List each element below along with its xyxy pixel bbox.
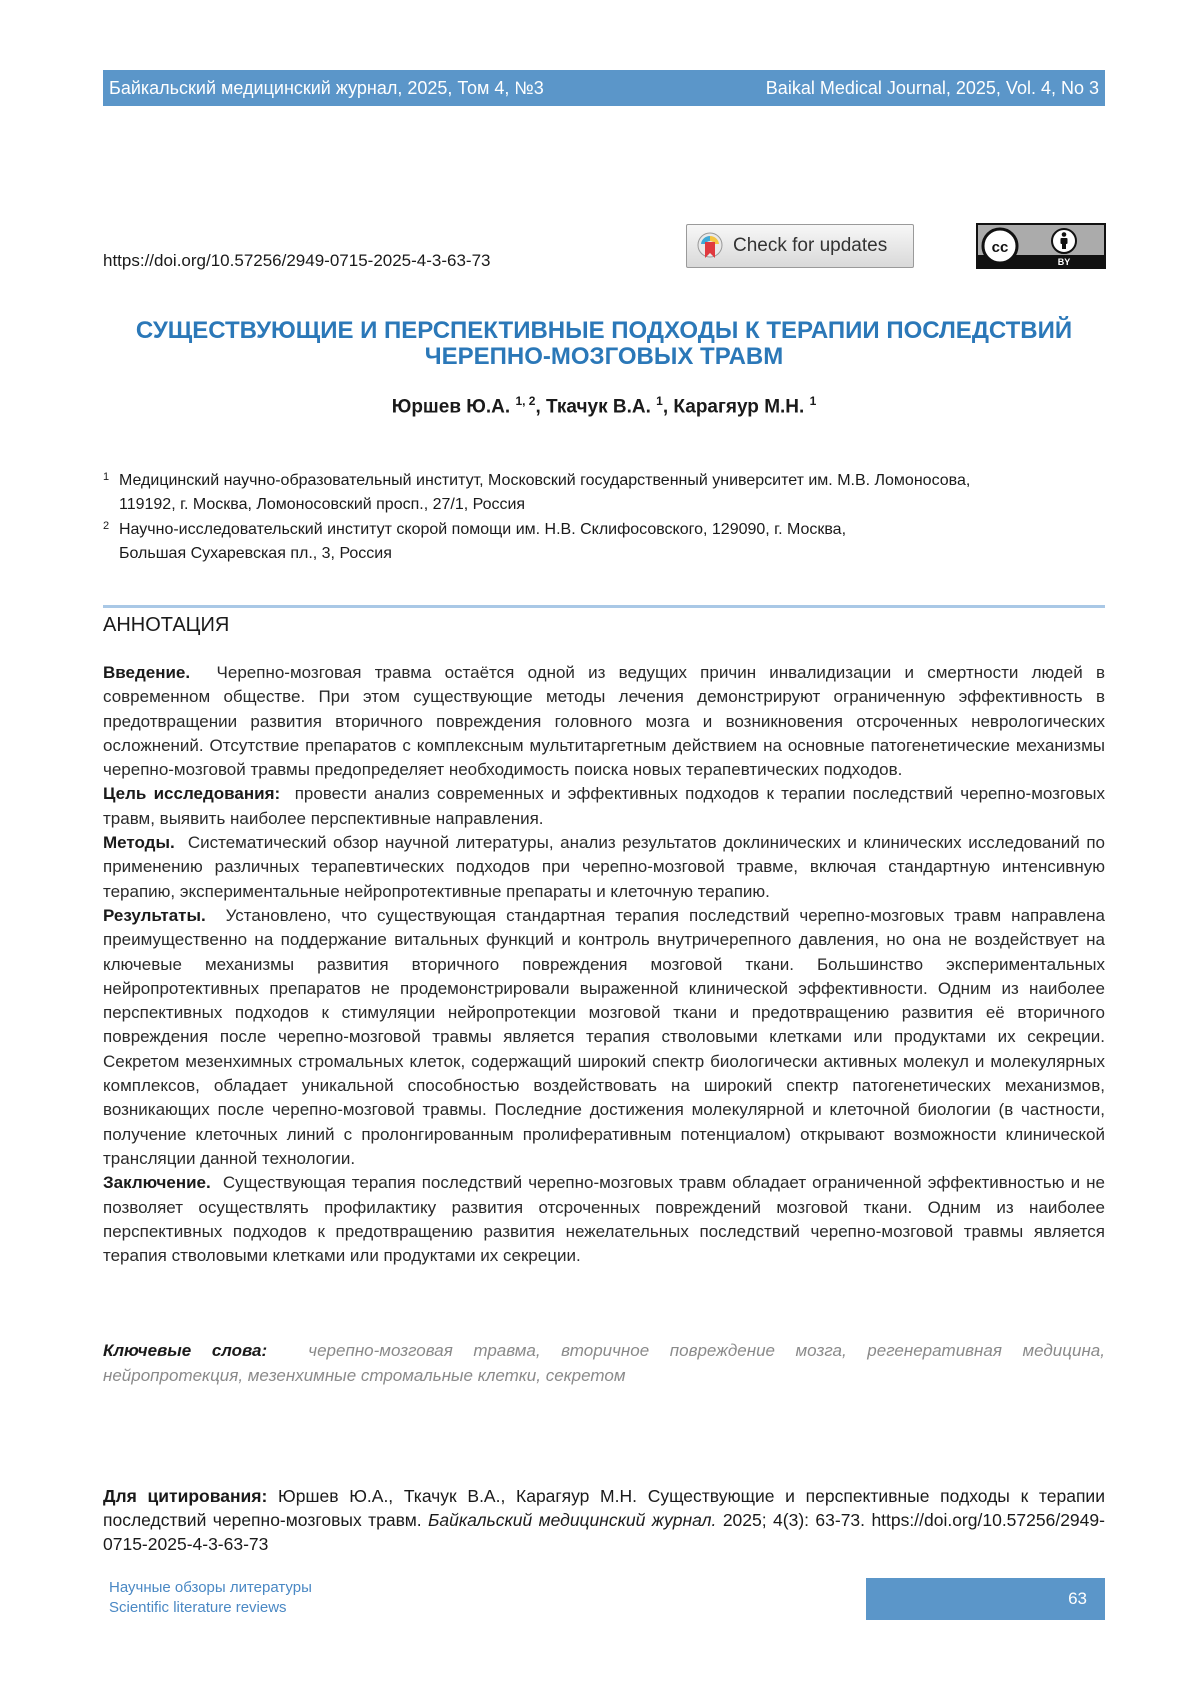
page-number: 63 [1068, 1589, 1087, 1608]
annotation-heading: АННОТАЦИЯ [103, 614, 230, 636]
citation-doi-link[interactable]: https://doi.org/10.57256/2949-0715-2025-4-3-63-73 [103, 1510, 1105, 1554]
abstract-aim-text: провести анализ современных и эффективных подходов к терапии последствий черепно-мозговых травм, выявить наиболее перспективные направления. [103, 784, 1105, 828]
abstract-body [103, 661, 1105, 1268]
abstract-results [103, 904, 1105, 1171]
footer-section-en: Scientific literature reviews [109, 1599, 287, 1616]
article-title [103, 318, 1105, 370]
author-list [103, 394, 1105, 418]
author-affiliation-ref: 1, 2 [515, 394, 536, 408]
abstract-introduction [103, 661, 1105, 782]
author-name: Ткачук В.А. [546, 396, 651, 418]
affiliation-line: Медицинский научно-образовательный институт, Московский государственный университет им. М.В. Ломоносова, [119, 472, 971, 489]
footer-section-label [109, 1578, 312, 1618]
author-name: Карагяур М.Н. [673, 396, 805, 418]
journal-header-en: Baikal Medical Journal, 2025, Vol. 4, No 3 [765, 77, 1099, 98]
author-separator: , [535, 396, 547, 418]
affiliation-line: 119192, г. Москва, Ломоносовский просп., 27/1, Россия [119, 496, 526, 513]
abstract-results-label: Результаты. [103, 905, 206, 925]
abstract-results-text: Установлено, что существующая стандартная терапия последствий черепно-мозговых травм направлена преимущественно на поддержание витальных функций и контроль внутричерепного давления, но она не воздействует на ключевые механизмы развития вторичного повреждения мозговой ткани. Большинство экспериментальных нейропротективных препаратов не продемонстрировали выраженной клинической эффективности. Одним из наиболее перспективных подходов к стимуляции нейропротекции мозговой ткани и предотвращению развития её вторичного повреждения после черепно-мозговой травмы является терапия стволовыми клетками или продуктами их секреции. Секретом мезенхимных стромальных клеток, содержащий широкий спектр биологически активных молекул и молекулярных комплексов, обладает уникальной способностью воздействовать на широкий спектр патогенетических механизмов, возникающих после черепно-мозговой травмы. Последние достижения молекулярной и клеточной биологии (в частности, получение клеточных линий с пролонгированным пролиферативным потенциалом) открывают возможности клинической трансляции данной технологии. [103, 905, 1105, 1168]
journal-header-band [103, 70, 1105, 106]
affiliation-line: Научно-исследовательский институт скорой помощи им. Н.В. Склифосовского, 129090, г. Москва, [119, 521, 847, 538]
abstract-methods-label: Методы. [103, 833, 175, 853]
abstract-methods [103, 831, 1105, 904]
author-name: Юршев Ю.А. [391, 396, 511, 418]
crossmark-icon [697, 232, 723, 260]
article-title-line-1: СУЩЕСТВУЮЩИЕ И ПЕРСПЕКТИВНЫЕ ПОДХОДЫ К ТЕРАПИИ ПОСЛЕДСТВИЙ [135, 317, 1073, 344]
by-label: BY [1057, 257, 1071, 267]
citation-block [103, 1484, 1105, 1556]
citation-reference: Юршев Ю.А., Ткачук В.А., Карагяур М.Н. Существующие и перспективные подходы к терапии последствий черепно-мозговых травм. [103, 1486, 1105, 1530]
cc-by-license-badge[interactable] [976, 223, 1106, 269]
abstract-intro-label: Введение. [103, 663, 191, 682]
check-for-updates-button[interactable] [686, 224, 914, 268]
affiliation-number: 1 [103, 471, 110, 483]
doi-link[interactable]: https://doi.org/10.57256/2949-0715-2025-4-3-63-73 [103, 251, 491, 270]
abstract-aim-label: Цель исследования: [103, 784, 281, 804]
abstract-methods-text: Систематический обзор научной литературы, анализ результатов доклинических и клинических исследований по применению различных терапевтических подходов при черепно-мозговой травме, включая стандартную интенсивную терапию, экспериментальные нейропротективные препараты и клеточную терапию. [103, 833, 1105, 901]
keywords [103, 1339, 1105, 1388]
keywords-label: Ключевые слова: [103, 1341, 268, 1360]
citation-volume: 2025; 4(3): 63-73. [722, 1510, 866, 1530]
check-for-updates-label: Check for updates [733, 235, 888, 256]
affiliation-line: Большая Сухаревская пл., 3, Россия [119, 545, 392, 562]
author-separator: , [662, 396, 674, 418]
abstract-conclusion-label: Заключение. [103, 1173, 211, 1193]
section-divider [103, 605, 1105, 608]
attribution-person-icon [1052, 229, 1076, 253]
abstract-conclusion [103, 1171, 1105, 1268]
abstract-aim [103, 782, 1105, 831]
article-title-line-2: ЧЕРЕПНО-МОЗГОВЫХ ТРАВМ [424, 343, 784, 370]
journal-header-ru: Байкальский медицинский журнал, 2025, Том 4, №3 [109, 77, 544, 98]
affiliation-1 [103, 469, 1105, 517]
footer-section-ru: Научные обзоры литературы [109, 1579, 312, 1596]
affiliation-number: 2 [103, 520, 110, 532]
cc-icon-text: cc [991, 239, 1009, 256]
abstract-conclusion-text: Существующая терапия последствий черепно-мозговых травм обладает ограниченной эффективностью и не позволяет осуществлять профилактику развития отсроченных повреждений мозговой ткани. Одним из наиболее перспективных подходов к предотвращению развития нежелательных последствий черепно-мозговой травмы является терапия стволовыми клетками или продуктами их секреции. [103, 1173, 1105, 1266]
affiliation-2 [103, 518, 1105, 566]
abstract-intro-text: Черепно-мозговая травма остаётся одной из ведущих причин инвалидизации и смертности людей в современном обществе. При этом существующие методы лечения демонстрируют ограниченную эффективность в предотвращении развития вторичного повреждения головного мозга и возникновения отсроченных неврологических осложнений. Отсутствие препаратов с комплексным мультитаргетным действием на основные патогенетические механизмы черепно-мозговой травмы предопределяет необходимость поиска новых терапевтических подходов. [103, 663, 1105, 780]
page-number-band [866, 1578, 1105, 1620]
citation-journal: Байкальский медицинский журнал. [428, 1510, 717, 1530]
author-affiliation-ref: 1 [809, 394, 817, 408]
author-affiliation-ref: 1 [656, 394, 663, 408]
citation-label: Для цитирования: [103, 1486, 268, 1506]
keywords-list: черепно-мозговая травма, вторичное повреждение мозга, регенеративная медицина, нейропротекция, мезенхимные стромальные клетки, секретом [103, 1341, 1105, 1385]
